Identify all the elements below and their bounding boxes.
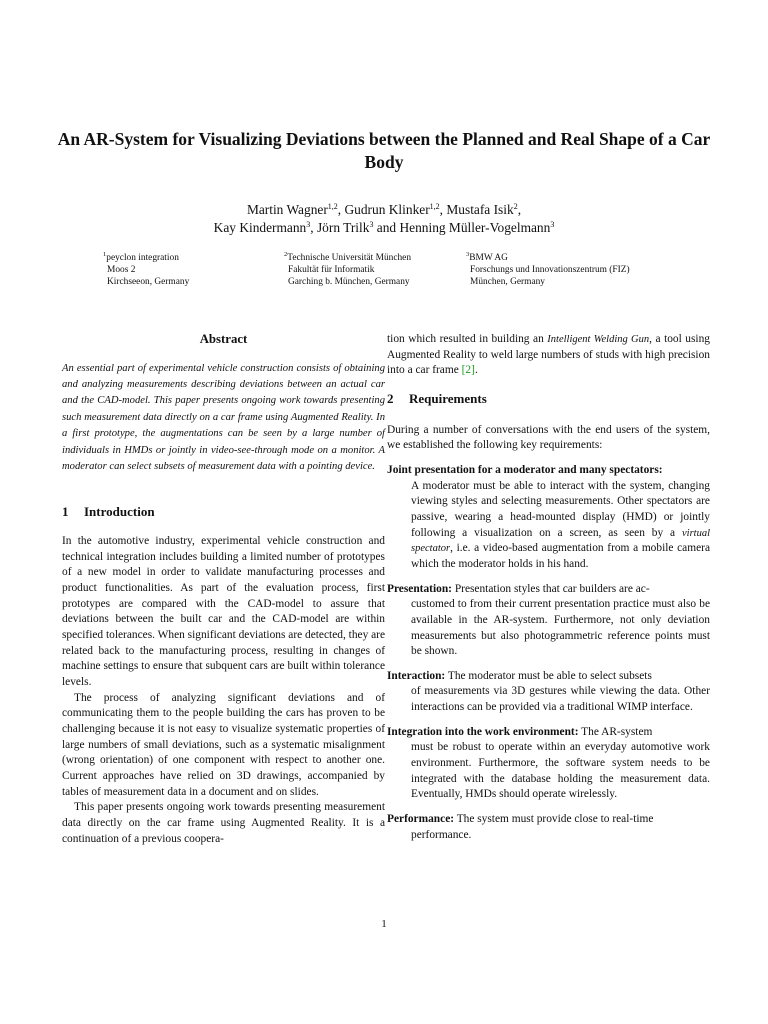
right-column	[387, 332, 710, 843]
continuation-text: , a tool using Augmented Reality to weld large numbers of studs with high precision into a car frame	[387, 333, 710, 377]
author-name: Kay Kindermann	[213, 220, 307, 235]
affiliation-3	[466, 252, 630, 288]
requirement-term: Integration into the work environment:	[387, 725, 579, 738]
requirement-text: The system must provide close to real-time	[454, 813, 654, 826]
affiliation-line: Moos 2	[107, 265, 136, 275]
section-title: Introduction	[84, 503, 155, 519]
section-title: Requirements	[409, 390, 487, 406]
affiliation-line: Fakultät für Informatik	[288, 265, 375, 275]
affiliation-line: Technische Universität München	[287, 253, 412, 263]
requirement-item	[387, 812, 710, 843]
affiliation-mark: 1	[103, 251, 107, 258]
affiliation-line: peyclon integration	[106, 253, 179, 263]
requirement-item	[387, 463, 710, 573]
author-affiliation-mark: 3	[550, 220, 555, 229]
requirement-item	[387, 582, 710, 660]
author-separator: and	[373, 220, 400, 235]
section-heading-requirements	[387, 391, 710, 407]
author-separator: ,	[517, 202, 522, 217]
author-affiliation-mark: 3	[306, 220, 311, 229]
affiliation-mark: 3	[466, 251, 470, 258]
author-list	[60, 201, 708, 237]
virtual-spectator-term: virtual spectator	[411, 527, 710, 555]
continuation-paragraph	[387, 332, 710, 379]
requirement-text: , i.e. a video-based augmentation from a mobile camera which the moderator holds in his hand.	[411, 542, 710, 570]
author-separator: ,	[310, 220, 317, 235]
author-separator: ,	[337, 202, 345, 217]
affiliation-mark: 2	[284, 251, 288, 258]
requirements-intro: During a number of conversations with the end users of the system, we established the following key requirements:	[387, 423, 710, 452]
abstract-heading: Abstract	[199, 332, 248, 346]
requirement-item	[387, 725, 710, 803]
requirement-text: The moderator must be able to select subsets	[445, 669, 652, 682]
affiliation-line: München, Germany	[470, 277, 545, 287]
requirement-term: Interaction:	[387, 669, 446, 682]
section-number: 1	[62, 503, 69, 519]
author-affiliation-mark: 1,2	[429, 202, 440, 211]
continuation-text: tion which resulted in building an	[387, 333, 548, 345]
intro-paragraph-2: The process of analyzing significant deviations and of communicating them to the people building the cars has proven to be challenging because it is not easy to visualize systematic properties of large numbers of small deviations, such as a systematic misalignment (wrong orientation) of one component with respect to another one. Current approaches have relied on 3D drawings, accompanied by tables of measurement data in a document and on slides.	[62, 691, 385, 798]
requirement-text: performance.	[411, 828, 472, 841]
author-affiliation-mark: 3	[369, 220, 374, 229]
author-name: Henning Müller-Vogelmann	[399, 220, 551, 235]
author-separator: ,	[439, 202, 447, 217]
affiliation-2	[284, 252, 411, 288]
intelligent-welding-gun-term: Intelligent Welding Gun	[547, 334, 650, 345]
requirement-text: The AR-system	[578, 725, 653, 738]
citation-link[interactable]: [2]	[461, 364, 475, 377]
affiliation-line: Garching b. München, Germany	[288, 277, 410, 287]
author-affiliation-mark: 2	[513, 202, 518, 211]
requirement-term: Joint presentation for a moderator and many spectators:	[387, 463, 663, 476]
requirement-text: of measurements via 3D gestures while viewing the data. Other interactions can be provided via a traditional WIMP interface.	[411, 685, 710, 714]
author-name: Gudrun Klinker	[344, 202, 430, 217]
requirement-text: customed to from their current presentation practice must also be available in the AR-system. Furthermore, not only deviation measurements but also photogrammetric reference points must be shown.	[411, 598, 710, 658]
author-name: Jörn Trilk	[316, 220, 370, 235]
continuation-text: .	[474, 364, 478, 377]
abstract-text: An essential part of experimental vehicle construction consists of obtaining and analyzing measurements describing deviations between an actual car and the CAD-model. This paper presents ongoing work towards presenting such measurement data directly on a car frame using Augmented Reality. In a first prototype, the augmentations can be seen by a large number of individuals in HMDs or jointly in video-see-through mode on a monitor. A moderator can select subsets of measurement data with a pointing device.	[62, 362, 385, 473]
section-number: 2	[387, 390, 394, 406]
left-column	[62, 332, 385, 847]
requirement-text: must be robust to operate within an everyday automotive work environment. Furthermore, the software system needs to be integrated with the database holding the measurement data. Eventually, HMDs should operate wirelessly.	[411, 741, 710, 801]
affiliation-line: Forschungs und Innovationszentrum (FIZ)	[470, 265, 630, 275]
page-number: 1	[381, 918, 387, 930]
intro-paragraph-1: In the automotive industry, experimental vehicle construction and technical integration includes building a limited number of prototypes of a new model in order to validate manufacturing processes and product functionalities. As part of the evaluation process, first prototypes are compared with the CAD-model to assure that deviations between the built car and the CAD-model are within specified tolerances. When significant deviations are detected, they are related back to the manufacturing process, resulting in changes of machine settings to ensure that subquent cars are built within tolerance levels.	[62, 535, 386, 689]
author-line-2	[60, 219, 708, 237]
author-line-1	[60, 201, 708, 219]
requirement-text: A moderator must be able to interact with the system, changing viewing styles and selecting measurements. Other spectators are passive, wearing a head-mounted display (HMD) or jointly following a visualization on a screen, as seen by a	[411, 479, 710, 539]
author-name: Martin Wagner	[246, 202, 328, 217]
affiliation-line: Kirchseeon, Germany	[107, 277, 190, 287]
section-heading-introduction	[62, 504, 385, 520]
requirement-term: Presentation:	[387, 582, 452, 595]
affiliation-1	[103, 252, 189, 288]
requirement-item	[387, 669, 710, 716]
paper-title: An AR-System for Visualizing Deviations between the Planned and Real Shape of a Car Body	[57, 129, 711, 172]
author-affiliation-mark: 1,2	[327, 202, 338, 211]
affiliation-line: BMW AG	[469, 253, 508, 263]
intro-paragraph-3: This paper presents ongoing work towards presenting measurement data directly on the car frame using Augmented Reality. It is a continuation of a previous coopera-	[62, 801, 385, 845]
requirement-term: Performance:	[387, 813, 455, 826]
requirement-text: Presentation styles that car builders are ac-	[451, 582, 650, 595]
author-name: Mustafa Isik	[446, 202, 514, 217]
